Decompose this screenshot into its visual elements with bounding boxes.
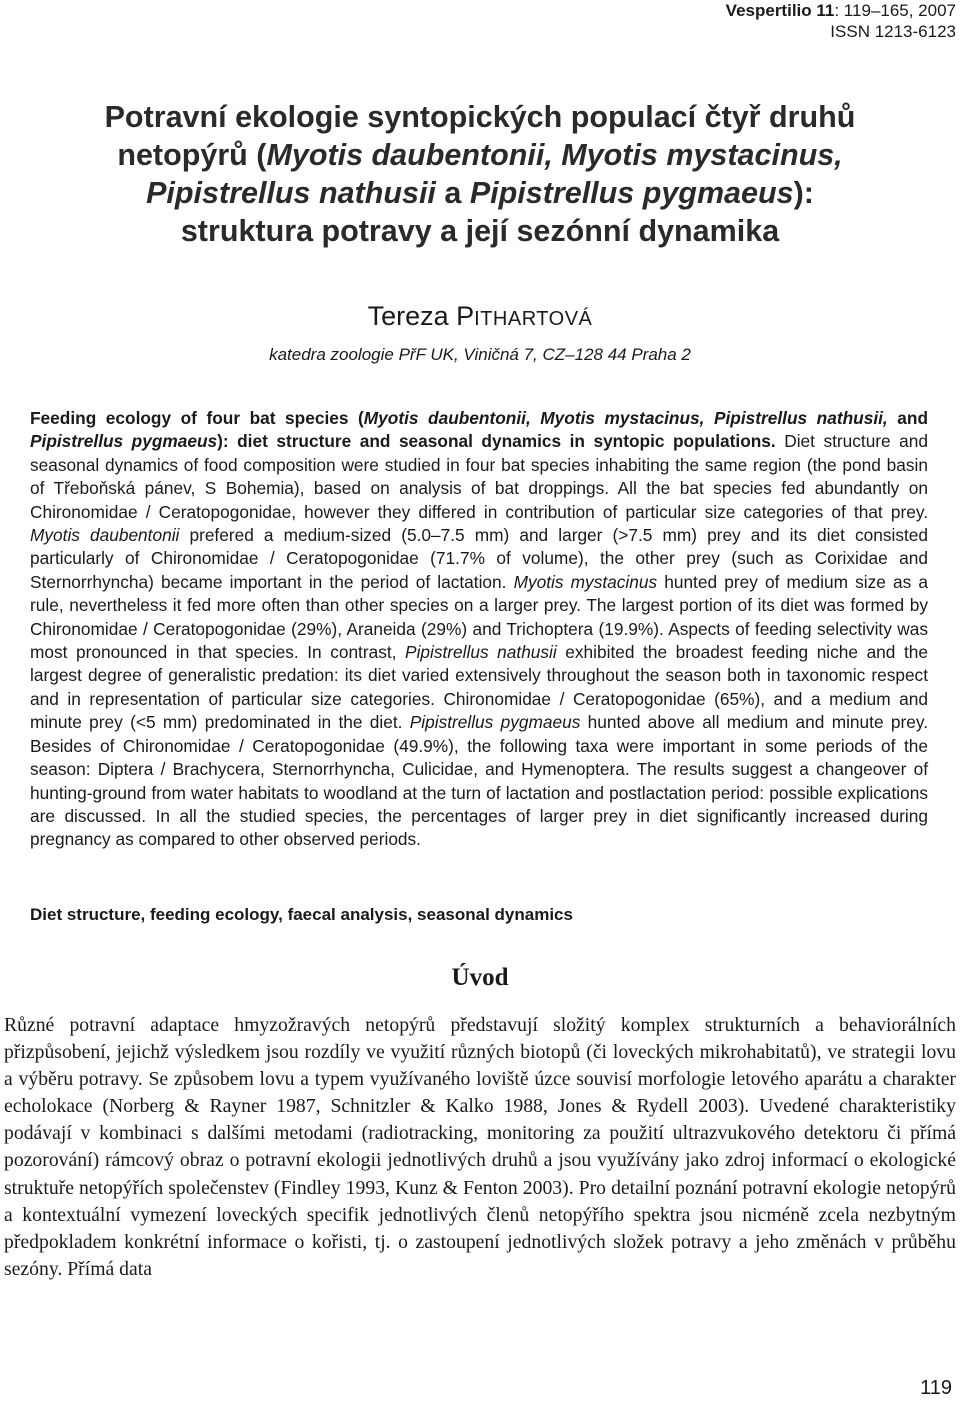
abstract-text: prefered a medium-sized (5.0–7.5 mm) and larger (>7.5 mm) prey and its diet consisted particularly of Chironomidae / Ceratopogonidae (71.7% of volume), the other prey (such as Corixidae and Sternorrhyncha) became important in the period of lactation. xyxy=(30,525,928,592)
title-line-4: struktura potravy a její sezónní dynamika xyxy=(180,214,780,248)
journal-issn: ISSN 1213-6123 xyxy=(830,22,956,41)
abstract-text: Diet structure and seasonal dynamics of food composition were studied in four bat species inhabiting the same region (the pond basin of Třeboňská pánev, S Bohemia), based on analysis of bat droppings. All the bat species fed abundantly on Chironomidae / Ceratopogonidae, however they differed in contribution of particular size categories of that prey. xyxy=(30,431,928,522)
title-text: ): xyxy=(793,176,814,210)
author-last-name: ITHARTOVÁ xyxy=(474,308,593,330)
journal-pages: : 119–165, 2007 xyxy=(834,1,956,20)
title-species: Myotis daubentonii, Myotis mystacinus, xyxy=(266,138,843,172)
title-line-3 xyxy=(20,174,940,212)
title-text: a xyxy=(435,176,470,210)
title-species: Pipistrellus nathusii xyxy=(146,176,436,210)
keywords: Diet structure, feeding ecology, faecal analysis, seasonal dynamics xyxy=(30,905,573,924)
abstract-title-text: and xyxy=(887,408,928,428)
journal-citation xyxy=(726,0,956,21)
abstract-text: hunted above all medium and minute prey. Besides of Chironomidae / Ceratopogonidae (49.9%), the following taxa were important in some periods of the season: Diptera / Brachycera, Sternorrhyncha, Culicidae, and Hymenoptera. The results suggest a changeover of hunting-ground from water habitats to woodland at the turn of lactation and postlactation period: possible explications are discussed. In all the studied species, the percentages of larger prey in diet significantly increased during pregnancy as compared to other observed periods. xyxy=(30,712,929,850)
abstract xyxy=(30,407,928,852)
abstract-title-species: Myotis daubentonii, Myotis mystacinus, Pipistrellus nathusii, xyxy=(363,408,888,428)
species-name: Pipistrellus pygmaeus xyxy=(409,712,581,733)
article-title xyxy=(20,98,940,250)
title-species: Pipistrellus pygmaeus xyxy=(469,176,794,210)
body-text xyxy=(4,1012,956,1283)
title-line-2 xyxy=(20,136,940,174)
abstract-title-text: ): diet structure and seasonal dynamics in syntopic populations. xyxy=(217,431,776,452)
journal-name: Vespertilio 11 xyxy=(725,1,835,20)
body-paragraph: Různé potravní adaptace hmyzožravých netopýrů představují složitý komplex strukturních a behaviorálních přizpůsobení, jejichž výsledkem jsou rozdíly ve využití různých biotopů (či loveckých mikrohabitatů), ve strategii lovu a výběru potravy. Se způsobem lovu a typem využívaného loviště úzce souvisí morfologie letového aparátu a charakter echolokace (Norberg & Rayner 1987, Schnitzler & Kalko 1988, Jones & Rydell 2003). Uvedené charakteristiky podávají v kombinaci s dalšími metodami (radiotracking, monitoring za použití ultrazvukového detektoru či přímá pozorování) rámcový obraz o potravní ekologii jednotlivých druhů a jsou využívány jako zdroj informací o ekologické struktuře netopýřích společenstev (Findley 1993, Kunz & Fenton 2003). Pro detailní poznání potravní ekologie netopýrů a kontextuální vymezení loveckých specifik jednotlivých členů netopýřího spektra jsou nicméně zcela nezbytným předpokladem konkrétní informace o kořisti, tj. o zastoupení jednotlivých složek potravy a jeho změnách v průběhu sezóny. Přímá data xyxy=(4,1014,956,1280)
abstract-title-species: Pipistrellus pygmaeus xyxy=(30,431,218,452)
abstract-title-text: Feeding ecology of four bat species ( xyxy=(30,408,364,428)
section-heading: Úvod xyxy=(451,964,509,991)
title-line-1: Potravní ekologie syntopických populací čtyř druhů xyxy=(104,100,856,134)
author-first-name: Tereza xyxy=(367,301,457,331)
species-name: Myotis daubentonii xyxy=(30,525,180,546)
author-affiliation: katedra zoologie PřF UK, Viničná 7, CZ–128 44 Praha 2 xyxy=(269,345,691,364)
abstract-paragraph xyxy=(30,407,928,852)
abstract-text: exhibited the broadest feeding niche and the largest degree of generalistic predation: its diet varied extensively throughout the season both in taxonomic respect and in representation of particular size categories. Chironomidae / Ceratopogonidae (65%), and a medium and minute prey (<5 mm) predominated in the diet. xyxy=(30,642,928,733)
species-name: Pipistrellus nathusii xyxy=(405,642,557,663)
species-name: Myotis mystacinus xyxy=(513,571,658,592)
author-last-initial: P xyxy=(456,301,475,331)
journal-header xyxy=(726,0,956,42)
page-number: 119 xyxy=(920,1377,952,1399)
title-text: netopýrů ( xyxy=(117,138,267,172)
abstract-text: hunted prey of medium size as a rule, nevertheless it fed more often than other species on a larger prey. The largest portion of its diet was formed by Chironomidae / Ceratopogonidae (29%), Araneida (29%) and Trichoptera (19.9%). Aspects of feeding selectivity was most pronounced in that species. In contrast, xyxy=(30,571,928,663)
author-name xyxy=(0,300,960,335)
